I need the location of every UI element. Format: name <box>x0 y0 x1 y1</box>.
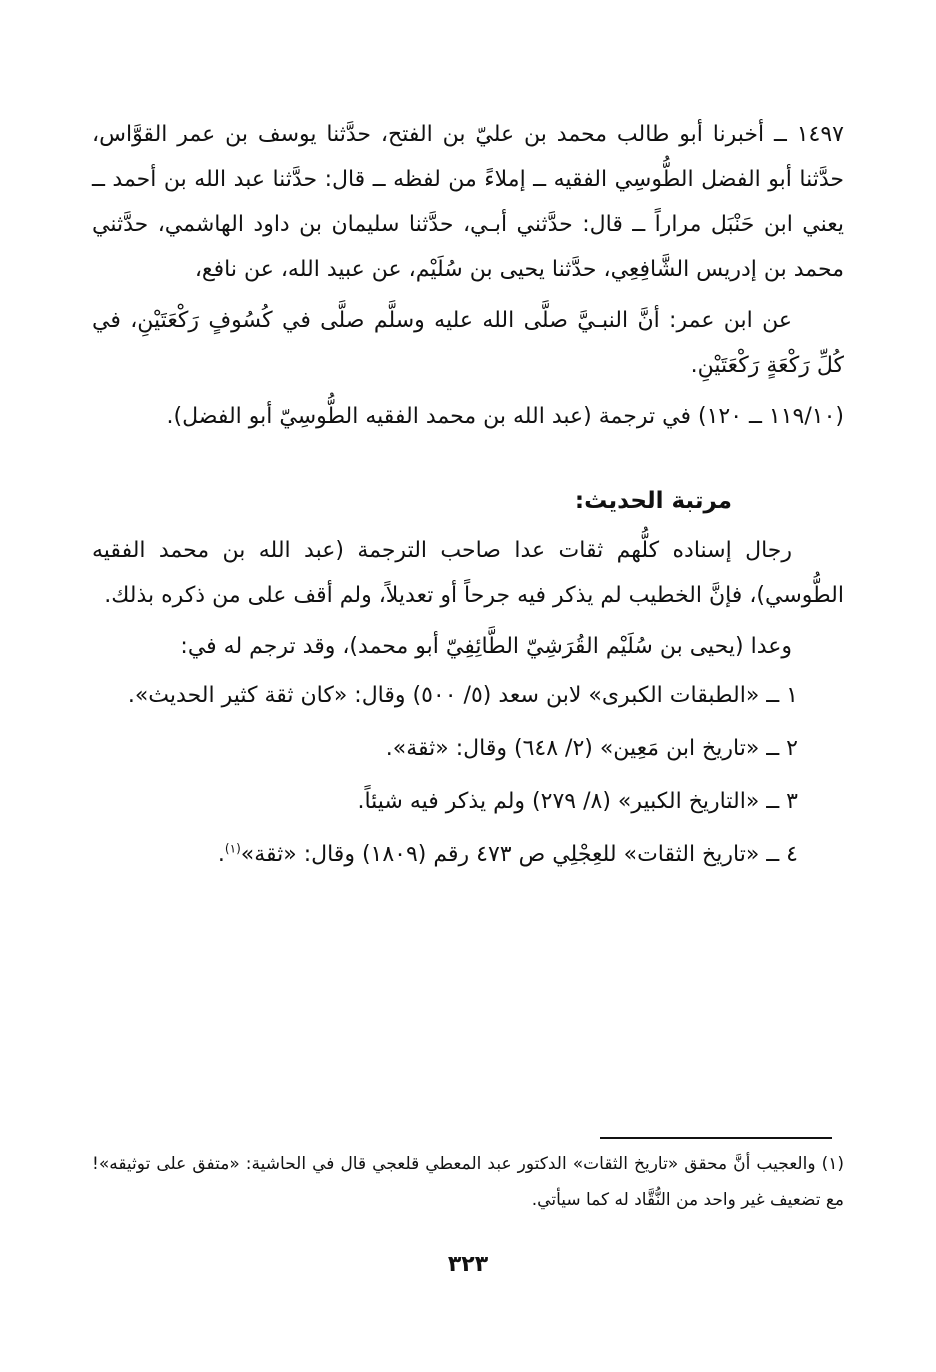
hadith-matn: عن ابن عمر: أنَّ النبـيَّ صلَّى الله عليه وسلَّم صلَّى في كُسُوفٍ رَكْعَتَيْنِ، في كُلِّ رَكْعَةٍ رَكْعَتَيْنِ. <box>92 308 844 378</box>
list-item: ٢ ــ «تاريخ ابن مَعِين» (٢/ ٦٤٨) وقال: «ثقة». <box>385 736 798 761</box>
footnote-marker: (١) <box>224 841 241 856</box>
grading-paragraph-2: وعدا (يحيى بن سُلَيْم القُرَشِيّ الطَّائِفِيّ أبو محمد)، وقد ترجم له في: <box>180 634 792 659</box>
footnote <box>92 1146 844 1218</box>
main-text <box>92 112 844 877</box>
list-item: ٤ ــ «تاريخ الثقات» للعِجْلِي ص ٤٧٣ رقم (١٨٠٩) وقال: «ثقة»$^{(١)}$. <box>217 841 798 867</box>
hadith-isnad: ١٤٩٧ ــ أخبرنا أبو طالب محمد بن عليّ بن الفتح، حدَّثنا يوسف بن عمر القوَّاس، حدَّثنا أبو الفضل الطُّوسِي الفقيه ــ إملاءً من لفظه ــ قال: حدَّثنا عبد الله بن أحمد ــ يعني ابن حَنْبَل مراراً ــ قال: حدَّثني أبـي، حدَّثنا سليمان بن داود الهاشمي، حدَّثني محمد بن إدريس الشَّافِعِي، حدَّثنا يحيى بن سُلَيْم، عن عبيد الله، عن نافع، <box>92 122 844 282</box>
section-heading: مرتبة الحديث: <box>574 488 732 514</box>
hadith-source: (١١٩/١٠ ــ ١٢٠) في ترجمة (عبد الله بن محمد الفقيه الطُّوسِيّ أبو الفضل). <box>166 404 844 429</box>
grading-paragraph-1: رجال إسناده كلُّهم ثقات عدا صاحب الترجمة (عبد الله بن محمد الفقيه الطُّوسي)، فإنَّ الخطيب لم يذكر فيه جرحاً أو تعديلاً، ولم أقف على من ذكره بذلك. <box>92 538 844 608</box>
footnote-divider <box>600 1137 832 1139</box>
list-item: ٣ ــ «التاريخ الكبير» (٨/ ٢٧٩) ولم يذكر فيه شيئاً. <box>357 789 798 814</box>
page-number: ٣٢٣ <box>447 1252 489 1277</box>
footnote-text: (١) والعجيب أنَّ محقق «تاريخ الثقات» الدكتور عبد المعطي قلعجي قال في الحاشية: «متفق على توثيقه»! مع تضعيف غير واحد من النُّقَّاد له كما سيأتي. <box>92 1154 844 1210</box>
list-item: ١ ــ «الطبقات الكبرى» لابن سعد (٥/ ٥٠٠) وقال: «كان ثقة كثير الحديث». <box>127 683 798 708</box>
source-list <box>92 673 844 877</box>
